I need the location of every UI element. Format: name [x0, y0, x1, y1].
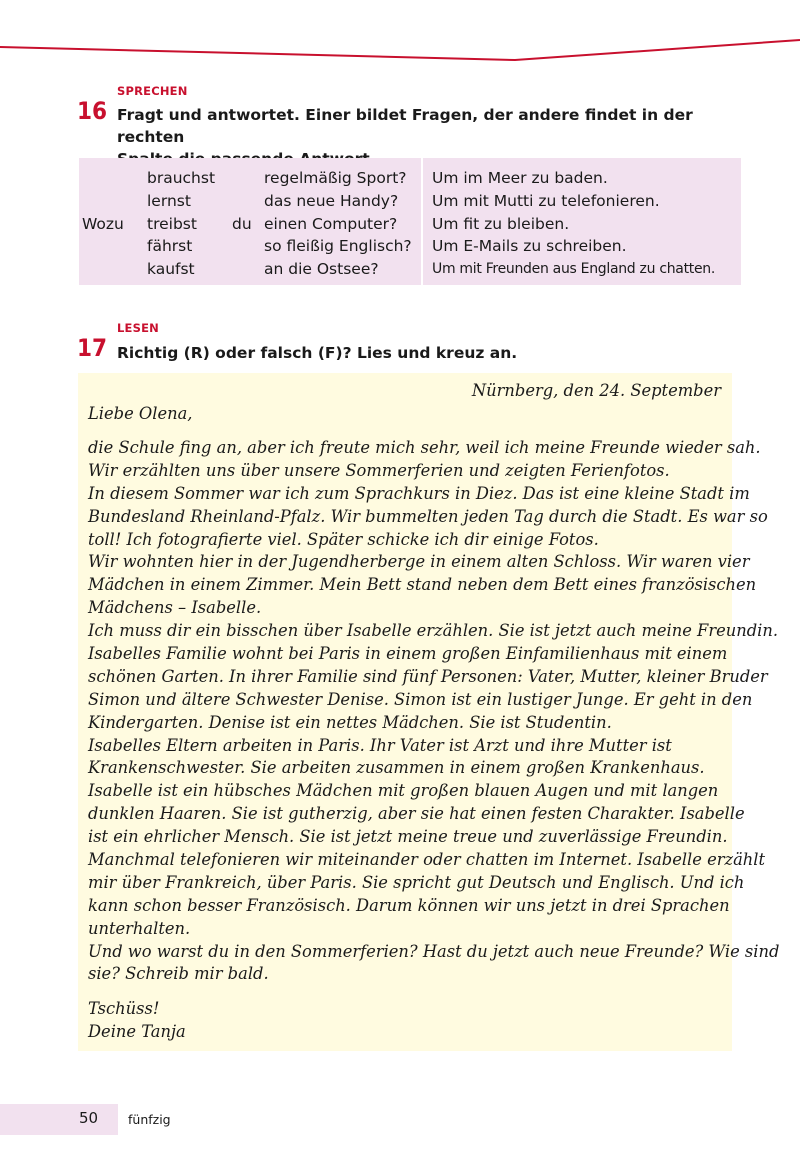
page-number-word: fünfzig [128, 1112, 171, 1127]
letter-signature: Deine Tanja [88, 1021, 186, 1041]
footer-band [0, 1104, 118, 1135]
verb-item: treibst [147, 214, 197, 233]
letter-line: mir über Frankreich, über Paris. Sie spricht gut Deutsch und Englisch. Und ich [88, 872, 745, 892]
letter-line: Isabelle ist ein hübsches Mädchen mit großen blauen Augen und mit langen [88, 781, 719, 801]
verb-item: kaufst [147, 260, 195, 279]
letter-line: Bundesland Rheinland-Pfalz. Wir bummelten jeden Tag durch die Stadt. Es war so [88, 506, 768, 526]
letter-line: dunklen Haaren. Sie ist gutherzig, aber sie hat einen festen Charakter. Isabelle [88, 804, 745, 824]
letter-line: ist ein ehrlicher Mensch. Sie ist jetzt meine treue und zuverlässige Freundin. [88, 827, 728, 847]
verb-item: lernst [147, 191, 191, 210]
letter-line: Mädchens – Isabelle. [88, 598, 262, 618]
header-decoration [0, 0, 800, 70]
letter-line: unterhalten. [88, 918, 191, 938]
letter-line: Isabelles Eltern arbeiten in Paris. Ihr Vater ist Arzt und ihre Mutter ist [88, 735, 672, 755]
object-column [264, 167, 412, 281]
letter-line: schönen Garten. In ihrer Familie sind fünf Personen: Vater, Mutter, kleiner Bruder [88, 666, 768, 686]
exercise-17-label: LESEN [117, 321, 159, 335]
letter-line: Simon und ältere Schwester Denise. Simon ist ein lustiger Junge. Er geht in den [88, 689, 753, 709]
pronoun-column [232, 213, 252, 236]
object-item: einen Computer? [264, 214, 398, 233]
object-item: so fleißig Englisch? [264, 237, 412, 256]
letter-greeting: Liebe Olena, [88, 404, 193, 423]
letter-line: Manchmal telefonieren wir miteinander oder chatten im Internet. Isabelle erzählt [88, 850, 766, 870]
page-number: 50 [79, 1109, 99, 1127]
answer-item: Um mit Freunden aus England zu chatten. [432, 261, 715, 278]
letter-line: sie? Schreib mir bald. [88, 964, 269, 984]
letter-line: Und wo warst du in den Sommerferien? Hast du jetzt auch neue Freunde? Wie sind [88, 941, 780, 961]
letter-line: toll! Ich fotografierte viel. Später schicke ich dir einige Fotos. [88, 529, 599, 549]
letter-line: die Schule fing an, aber ich freute mich sehr, weil ich meine Freunde wieder sah. [88, 438, 761, 457]
verb-item: brauchst [147, 169, 216, 187]
letter-line: Wir erzählten uns über unsere Sommerferien und zeigten Ferienfotos. [88, 460, 670, 480]
letter-text-box [78, 373, 780, 1051]
letter-body [88, 437, 780, 986]
answer-column [432, 167, 715, 281]
exercise-16-number: 16 [77, 97, 108, 125]
letter-line: Mädchen in einem Zimmer. Mein Bett stand neben dem Bett eines französischen [88, 575, 757, 595]
answer-item: Um fit zu bleiben. [432, 214, 570, 233]
letter-date: Nürnberg, den 24. September [471, 381, 721, 400]
question-word: Wozu [82, 215, 124, 233]
exercise-17-number: 17 [77, 334, 108, 362]
letter-line: kann schon besser Französisch. Darum können wir uns jetzt in drei Sprachen [88, 895, 730, 915]
letter-line: In diesem Sommer war ich zum Sprachkurs in Diez. Das ist eine kleine Stadt im [88, 483, 750, 503]
verb-item: fährst [147, 237, 193, 256]
letter-line: Ich muss dir ein bisschen über Isabelle erzählen. Sie ist jetzt auch meine Freundin. [88, 621, 778, 641]
letter-line: Kindergarten. Denise ist ein nettes Mädchen. Sie ist Studentin. [88, 712, 612, 732]
answer-item: Um E-Mails zu schreiben. [432, 237, 627, 256]
answer-item: Um mit Mutti zu telefonieren. [432, 191, 660, 210]
letter-closing: Tschüss! [88, 999, 160, 1018]
object-item: regelmäßig Sport? [264, 169, 407, 187]
letter-line: Isabelles Familie wohnt bei Paris in einem großen Einfamilienhaus mit einem [88, 644, 728, 664]
column-divider [421, 158, 423, 285]
letter-line: Krankenschwester. Sie arbeiten zusammen in einem großen Krankenhaus. [88, 758, 705, 778]
exercise-16-label: SPRECHEN [117, 84, 188, 98]
pronoun: du [232, 215, 252, 233]
verb-column [147, 167, 215, 281]
exercise-17-title: Richtig (R) oder falsch (F)? Lies und kreuz an. [117, 344, 518, 362]
answer-item: Um im Meer zu baden. [432, 169, 608, 187]
letter-closing-block [88, 998, 186, 1044]
exercise-16-title-line: Fragt und antwortet. Einer bildet Fragen, der andere findet in der rechten [117, 106, 693, 146]
question-answer-table [79, 158, 741, 285]
object-item: an die Ostsee? [264, 260, 379, 279]
letter-line: Wir wohnten hier in der Jugendherberge in einem alten Schloss. Wir waren vier [88, 552, 750, 572]
object-item: das neue Handy? [264, 191, 399, 210]
question-word-column [82, 213, 124, 236]
